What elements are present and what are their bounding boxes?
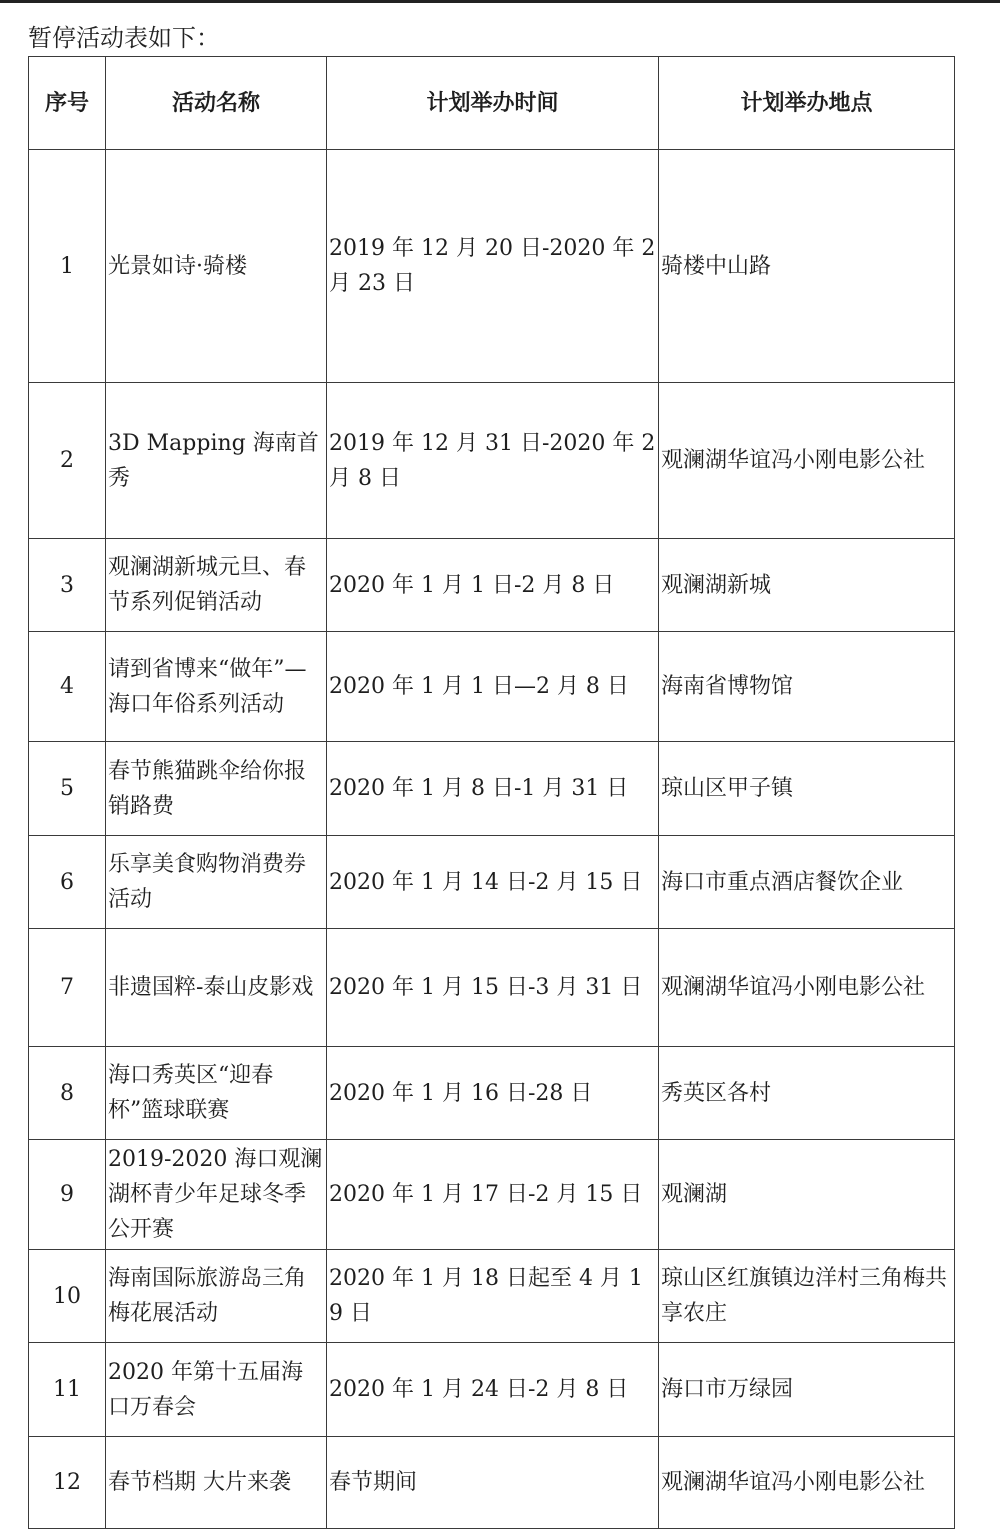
cell-name: 海南国际旅游岛三角梅花展活动 <box>106 1250 327 1343</box>
cell-seq: 8 <box>29 1047 106 1140</box>
cell-time: 2020 年 1 月 15 日-3 月 31 日 <box>327 929 659 1047</box>
table-row <box>29 1343 955 1437</box>
table-header-row <box>29 57 955 150</box>
cell-seq: 7 <box>29 929 106 1047</box>
table-row <box>29 383 955 539</box>
cell-name: 春节熊猫跳伞给你报销路费 <box>106 742 327 836</box>
table-row <box>29 632 955 742</box>
cell-time: 2019 年 12 月 20 日-2020 年 2 月 23 日 <box>327 150 659 383</box>
cell-place: 海口市万绿园 <box>659 1343 955 1437</box>
cell-time: 春节期间 <box>327 1437 659 1529</box>
table-row <box>29 836 955 929</box>
header-seq: 序号 <box>29 57 106 150</box>
cell-time: 2020 年 1 月 14 日-2 月 15 日 <box>327 836 659 929</box>
cell-place: 骑楼中山路 <box>659 150 955 383</box>
cell-seq: 6 <box>29 836 106 929</box>
cell-place: 观澜湖华谊冯小刚电影公社 <box>659 1437 955 1529</box>
cell-name: 光景如诗·骑楼 <box>106 150 327 383</box>
header-time: 计划举办时间 <box>327 57 659 150</box>
table-row <box>29 150 955 383</box>
cell-time: 2020 年 1 月 18 日起至 4 月 19 日 <box>327 1250 659 1343</box>
cell-time: 2020 年 1 月 1 日—2 月 8 日 <box>327 632 659 742</box>
cell-name: 海口秀英区“迎春杯”篮球联赛 <box>106 1047 327 1140</box>
cell-seq: 10 <box>29 1250 106 1343</box>
cell-time: 2020 年 1 月 17 日-2 月 15 日 <box>327 1140 659 1250</box>
cell-seq: 5 <box>29 742 106 836</box>
table-row <box>29 1437 955 1529</box>
cell-name: 非遗国粹-泰山皮影戏 <box>106 929 327 1047</box>
cell-name: 请到省博来“做年”—海口年俗系列活动 <box>106 632 327 742</box>
cell-name: 3D Mapping 海南首秀 <box>106 383 327 539</box>
cell-place: 琼山区甲子镇 <box>659 742 955 836</box>
cell-seq: 3 <box>29 539 106 632</box>
cell-place: 观澜湖新城 <box>659 539 955 632</box>
cell-time: 2019 年 12 月 31 日-2020 年 2 月 8 日 <box>327 383 659 539</box>
suspended-activities-table <box>28 56 955 1529</box>
cell-place: 观澜湖华谊冯小刚电影公社 <box>659 929 955 1047</box>
table-row <box>29 1047 955 1140</box>
cell-name: 2020 年第十五届海口万春会 <box>106 1343 327 1437</box>
cell-place: 观澜湖华谊冯小刚电影公社 <box>659 383 955 539</box>
cell-place: 琼山区红旗镇边洋村三角梅共享农庄 <box>659 1250 955 1343</box>
top-border-line <box>0 0 1000 3</box>
table-row <box>29 742 955 836</box>
header-place: 计划举办地点 <box>659 57 955 150</box>
cell-name: 春节档期 大片来袭 <box>106 1437 327 1529</box>
table-caption: 暂停活动表如下： <box>28 24 220 52</box>
cell-name: 2019-2020 海口观澜湖杯青少年足球冬季公开赛 <box>106 1140 327 1250</box>
table-row <box>29 1140 955 1250</box>
cell-seq: 4 <box>29 632 106 742</box>
cell-time: 2020 年 1 月 16 日-28 日 <box>327 1047 659 1140</box>
header-name: 活动名称 <box>106 57 327 150</box>
cell-place: 海口市重点酒店餐饮企业 <box>659 836 955 929</box>
cell-seq: 12 <box>29 1437 106 1529</box>
table-row <box>29 929 955 1047</box>
cell-seq: 1 <box>29 150 106 383</box>
cell-seq: 9 <box>29 1140 106 1250</box>
cell-time: 2020 年 1 月 24 日-2 月 8 日 <box>327 1343 659 1437</box>
cell-seq: 2 <box>29 383 106 539</box>
cell-time: 2020 年 1 月 1 日-2 月 8 日 <box>327 539 659 632</box>
cell-place: 海南省博物馆 <box>659 632 955 742</box>
cell-name: 观澜湖新城元旦、春节系列促销活动 <box>106 539 327 632</box>
cell-time: 2020 年 1 月 8 日-1 月 31 日 <box>327 742 659 836</box>
cell-place: 秀英区各村 <box>659 1047 955 1140</box>
cell-name: 乐享美食购物消费券活动 <box>106 836 327 929</box>
table-row <box>29 1250 955 1343</box>
cell-seq: 11 <box>29 1343 106 1437</box>
cell-place: 观澜湖 <box>659 1140 955 1250</box>
table-row <box>29 539 955 632</box>
